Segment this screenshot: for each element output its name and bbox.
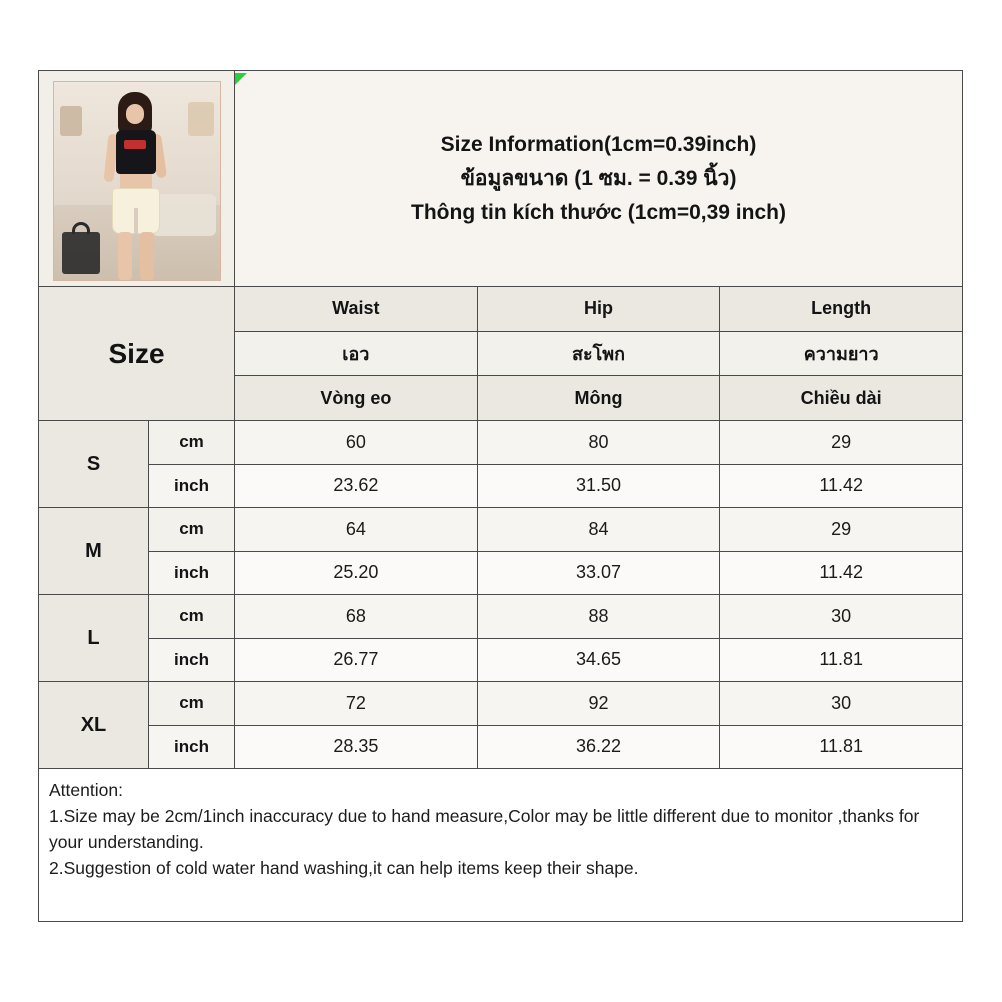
m-waist-inch: 25.20 — [235, 552, 478, 595]
title-line-thai: ข้อมูลขนาด (1 ซม. = 0.39 นิ้ว) — [460, 166, 737, 190]
m-length-inch: 11.42 — [720, 552, 962, 595]
header-length-th: ความยาว — [720, 332, 962, 376]
size-m-measurements — [149, 508, 962, 594]
xl-length-cm: 30 — [720, 682, 962, 725]
s-waist-cm: 60 — [235, 421, 478, 464]
table-row — [39, 421, 962, 508]
unit-cm: cm — [149, 682, 235, 725]
l-waist-inch: 26.77 — [235, 639, 478, 682]
model-photo — [53, 81, 221, 281]
measurement-column-headers — [235, 287, 962, 420]
photo-lamp-left — [60, 106, 82, 136]
column-header-row — [39, 287, 962, 421]
unit-cm: cm — [149, 508, 235, 551]
l-length-cm: 30 — [720, 595, 962, 638]
l-hip-inch: 34.65 — [478, 639, 721, 682]
header-waist-th: เอว — [235, 332, 478, 376]
size-xl-measurements — [149, 682, 962, 768]
attention-note-2: 2.Suggestion of cold water hand washing,it can help items keep their shape. — [49, 858, 639, 878]
s-hip-cm: 80 — [478, 421, 721, 464]
attention-heading: Attention: — [49, 780, 123, 800]
s-length-cm: 29 — [720, 421, 962, 464]
s-length-inch: 11.42 — [720, 465, 962, 508]
title-line-english: Size Information(1cm=0.39inch) — [440, 132, 757, 156]
xl-length-inch: 11.81 — [720, 726, 962, 769]
photo-leg-gap — [134, 208, 138, 234]
size-xl-inch-row — [149, 726, 962, 769]
size-l-measurements — [149, 595, 962, 681]
header-hip-th: สะโพก — [478, 332, 721, 376]
unit-inch: inch — [149, 465, 235, 508]
l-hip-cm: 88 — [478, 595, 721, 638]
header-length-vi: Chiều dài — [720, 376, 962, 420]
attention-note-1: 1.Size may be 2cm/1inch inaccuracy due to hand measure,Color may be little different due to monitor ,thanks for your understanding. — [49, 806, 920, 852]
photo-crop-top — [116, 130, 156, 174]
size-label-xl: XL — [39, 682, 149, 768]
l-length-inch: 11.81 — [720, 639, 962, 682]
size-l-inch-row — [149, 639, 962, 682]
l-waist-cm: 68 — [235, 595, 478, 638]
size-m-inch-row — [149, 552, 962, 595]
photo-leg-left — [118, 232, 132, 280]
table-row — [39, 595, 962, 682]
size-s-measurements — [149, 421, 962, 507]
size-column-header: Size — [39, 287, 235, 420]
chart-header-row — [39, 71, 962, 287]
attention-notes — [39, 769, 962, 887]
s-hip-inch: 31.50 — [478, 465, 721, 508]
m-hip-inch: 33.07 — [478, 552, 721, 595]
header-waist-vi: Vòng eo — [235, 376, 478, 420]
header-row-vietnamese — [235, 376, 962, 420]
unit-inch: inch — [149, 726, 235, 769]
m-hip-cm: 84 — [478, 508, 721, 551]
s-waist-inch: 23.62 — [235, 465, 478, 508]
size-xl-cm-row — [149, 682, 962, 726]
xl-waist-cm: 72 — [235, 682, 478, 725]
photo-leg-right — [140, 232, 154, 280]
photo-face — [126, 104, 144, 124]
xl-waist-inch: 28.35 — [235, 726, 478, 769]
photo-sofa — [152, 194, 216, 236]
header-hip-en: Hip — [478, 287, 721, 331]
photo-lamp-right — [188, 102, 214, 136]
header-waist-en: Waist — [235, 287, 478, 331]
photo-handbag-handle — [72, 222, 90, 234]
xl-hip-inch: 36.22 — [478, 726, 721, 769]
title-cell — [235, 71, 962, 286]
photo-handbag — [62, 232, 100, 274]
photo-top-logo — [124, 140, 146, 149]
size-s-cm-row — [149, 421, 962, 465]
size-label-l: L — [39, 595, 149, 681]
unit-cm: cm — [149, 595, 235, 638]
size-s-inch-row — [149, 465, 962, 508]
size-label-m: M — [39, 508, 149, 594]
unit-inch: inch — [149, 552, 235, 595]
table-row — [39, 682, 962, 769]
size-chart-table — [38, 70, 963, 922]
size-l-cm-row — [149, 595, 962, 639]
product-photo-cell — [39, 71, 235, 286]
green-corner-marker-icon — [235, 73, 247, 85]
size-m-cm-row — [149, 508, 962, 552]
header-row-english — [235, 287, 962, 332]
size-label-s: S — [39, 421, 149, 507]
table-row — [39, 508, 962, 595]
title-line-vietnamese: Thông tin kích thước (1cm=0,39 inch) — [411, 200, 786, 224]
header-length-en: Length — [720, 287, 962, 331]
header-row-thai — [235, 332, 962, 377]
m-length-cm: 29 — [720, 508, 962, 551]
unit-inch: inch — [149, 639, 235, 682]
unit-cm: cm — [149, 421, 235, 464]
m-waist-cm: 64 — [235, 508, 478, 551]
header-hip-vi: Mông — [478, 376, 721, 420]
xl-hip-cm: 92 — [478, 682, 721, 725]
